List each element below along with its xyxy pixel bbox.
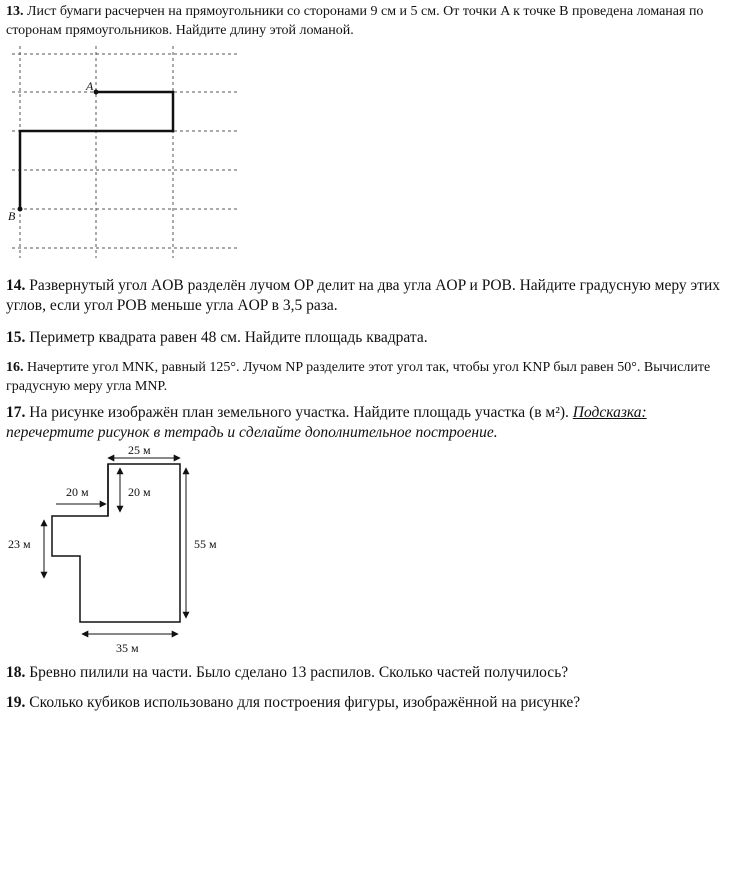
problem-number: 17. — [6, 404, 26, 421]
dim-step-right-label: 20 м — [128, 485, 151, 499]
dim-top-label: 25 м — [128, 443, 151, 457]
problem-17 — [6, 403, 722, 443]
problem-15 — [6, 328, 722, 348]
problem-text: Сколько кубиков использовано для построения фигуры, изображённой на рисунке? — [29, 694, 581, 711]
problem-text: Развернутый угол AOB разделён лучом OP делит на два угла AOP и POB. Найдите градусную меру этих углов, если угол POB меньше угла AOP в 3,5 раза. — [6, 277, 721, 314]
problem-13 — [6, 2, 722, 40]
dim-right-label: 55 м — [194, 537, 217, 551]
problem-19 — [6, 693, 722, 713]
problem-14 — [6, 276, 722, 316]
problem-18 — [6, 663, 722, 683]
problem-number: 14. — [6, 277, 26, 294]
problem-text: Начертите угол MNK, равный 125°. Лучом NP разделите этот угол так, чтобы угол KNP был равен 50°. Вычислите градусную меру угла MNP. — [6, 360, 711, 394]
problem-text: Бревно пилили на части. Было сделано 13 распилов. Сколько частей получилось? — [29, 664, 569, 681]
problem-text: Лист бумаги расчерчен на прямоугольники со сторонами 9 см и 5 см. От точки A к точке B проведена ломаная по сторонам прямоугольников. Найдите длину этой ломаной. — [6, 4, 704, 38]
problem-number: 18. — [6, 664, 26, 681]
problem-number: 13. — [6, 4, 24, 19]
grid-figure — [8, 44, 248, 266]
problem-text: Периметр квадрата равен 48 см. Найдите площадь квадрата. — [29, 329, 428, 346]
hint-text: перечертите рисунок в тетрадь и сделайте дополнительное построение. — [6, 424, 498, 441]
problem-16 — [6, 358, 722, 396]
dim-left-label: 23 м — [8, 537, 31, 551]
problem-number: 15. — [6, 329, 26, 346]
hint-label: Подсказка: — [572, 404, 647, 421]
problem-number: 19. — [6, 694, 26, 711]
problem-text: На рисунке изображён план земельного участка. Найдите площадь участка (в м²). — [29, 404, 569, 421]
point-a-dot — [94, 90, 99, 95]
point-b-dot — [18, 207, 23, 212]
dim-step-left-label: 20 м — [66, 485, 89, 499]
problem-number: 16. — [6, 360, 24, 375]
land-plot-figure — [0, 440, 240, 660]
point-a-label: A — [86, 79, 94, 93]
point-b-label: B — [8, 209, 16, 223]
dim-bottom-label: 35 м — [116, 641, 139, 655]
